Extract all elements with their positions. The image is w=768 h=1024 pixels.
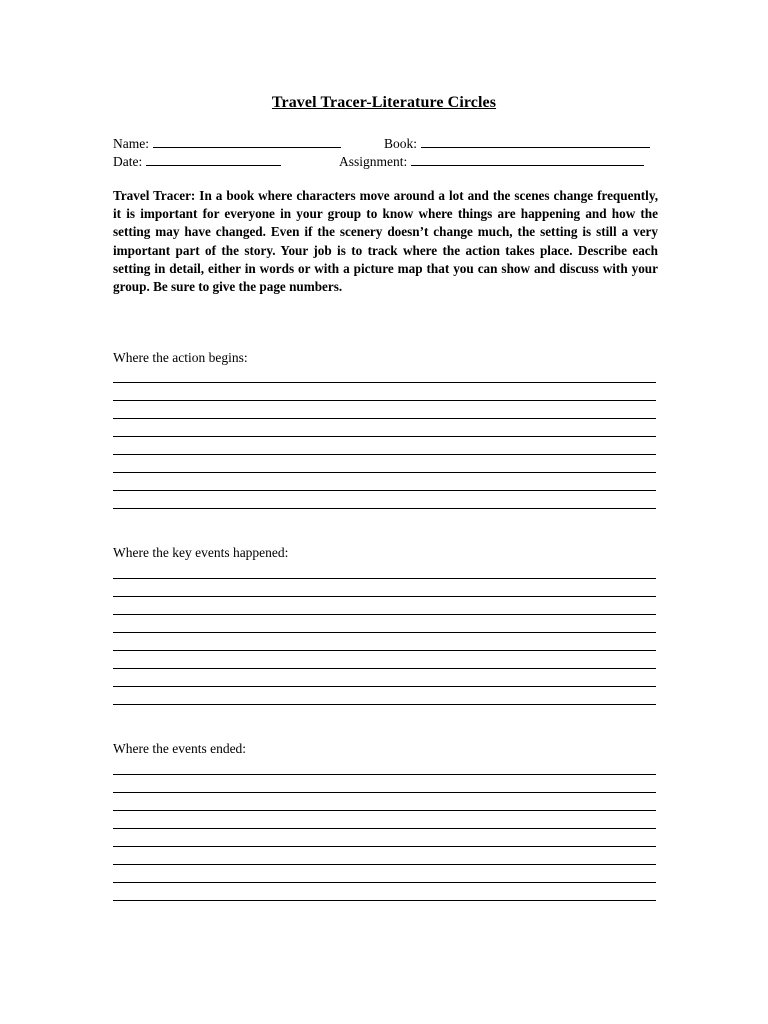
answer-line[interactable] [113,864,656,865]
answer-line[interactable] [113,704,656,705]
assignment-blank[interactable] [411,153,644,166]
answer-line[interactable] [113,810,656,811]
date-label: Date: [113,154,143,169]
answer-line[interactable] [113,774,656,775]
answer-line[interactable] [113,882,656,883]
answer-line[interactable] [113,650,656,651]
answer-line[interactable] [113,490,656,491]
answer-line[interactable] [113,418,656,419]
date-blank[interactable] [146,153,281,166]
answer-line[interactable] [113,454,656,455]
date-field [113,153,281,170]
section-label-key-events: Where the key events happened: [113,545,289,560]
answer-line[interactable] [113,846,656,847]
answer-line[interactable] [113,614,656,615]
answer-line[interactable] [113,382,656,383]
assignment-field [339,153,644,170]
answer-line[interactable] [113,508,656,509]
answer-line[interactable] [113,472,656,473]
book-field [384,135,650,152]
answer-line[interactable] [113,436,656,437]
page-title: Travel Tracer-Literature Circles [271,94,497,111]
assignment-label: Assignment: [339,154,408,169]
section-label-events-ended: Where the events ended: [113,741,247,756]
answer-line[interactable] [113,578,656,579]
answer-line[interactable] [113,632,656,633]
answer-line[interactable] [113,900,656,901]
book-blank[interactable] [421,135,650,148]
book-label: Book: [384,136,418,151]
answer-line[interactable] [113,596,656,597]
instructions-paragraph: Travel Tracer: In a book where characters move around a lot and the scenes change frequently, it is important for everyone in your group to know where things are happening and how the setting may have changed. Even if the scenery doesn’t change much, the setting is still a very important part of the story. Your job is to track where the action takes place. Describe each setting in detail, either in words or with a picture map that you can show and discuss with your group. Be sure to give the page numbers. [113,188,658,295]
answer-line[interactable] [113,668,656,669]
answer-line[interactable] [113,400,656,401]
answer-line[interactable] [113,792,656,793]
name-label: Name: [113,136,149,151]
answer-line[interactable] [113,686,656,687]
section-label-action-begins: Where the action begins: [113,350,248,365]
name-blank[interactable] [153,135,341,148]
answer-line[interactable] [113,828,656,829]
name-field [113,135,341,152]
